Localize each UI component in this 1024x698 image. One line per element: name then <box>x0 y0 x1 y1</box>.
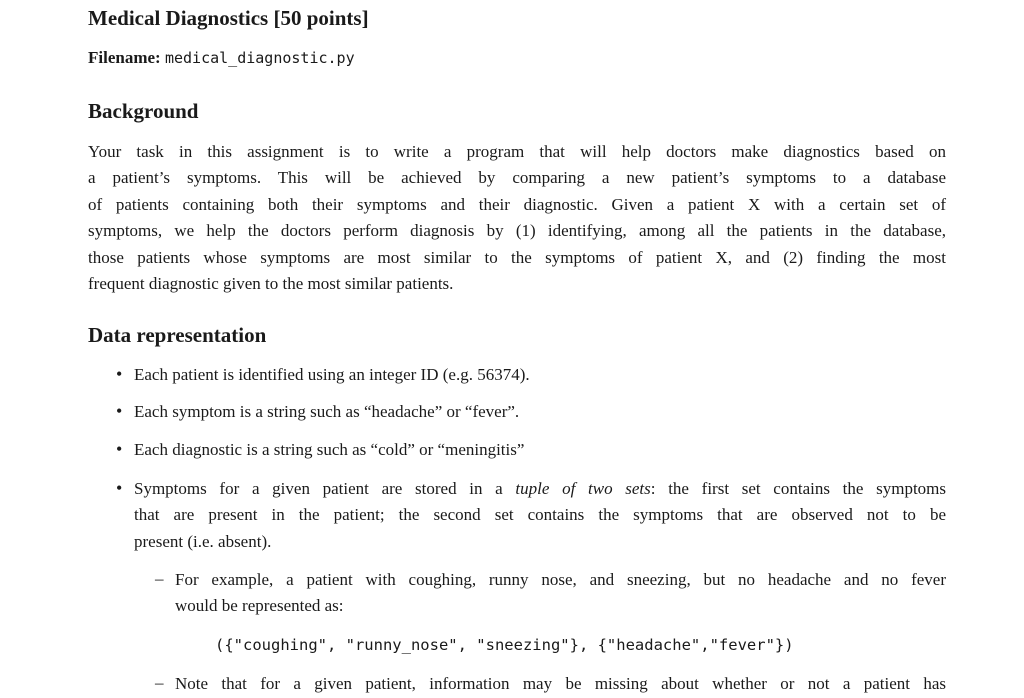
bullet-icon: • <box>116 401 123 421</box>
bullet-line: present (i.e. absent). <box>134 531 272 551</box>
bullet-line: that are present in the patient; the second set contains the symptoms that are observed not to be <box>134 505 946 525</box>
sub-item-line: For example, a patient with coughing, runny nose, and sneezing, but no headache and no fever <box>175 570 946 589</box>
background-paragraph <box>88 139 946 297</box>
paragraph-line: those patients whose symptoms are most similar to the symptoms of patient X, and (2) finding the most <box>88 247 946 267</box>
bullet-item-symptom: Each symptom is a string such as “headache” or “fever”. <box>134 402 520 421</box>
dash-icon: – <box>155 569 164 588</box>
page-title: Medical Diagnostics [50 points] <box>88 6 369 30</box>
bullet-icon: • <box>116 439 123 459</box>
filename-label: Filename: <box>88 48 161 67</box>
dash-icon: – <box>155 673 164 692</box>
bullet-item-symptom-storage <box>134 476 946 555</box>
bullet-icon: • <box>116 478 123 498</box>
bullet-item-diagnostic: Each diagnostic is a string such as “cold” or “meningitis” <box>134 440 525 459</box>
paragraph-line: Your task in this assignment is to write a program that will help doctors make diagnostics based on <box>88 142 946 161</box>
bullet-icon: • <box>116 364 123 384</box>
bullet-text: Symptoms for a given patient are stored in a <box>134 479 516 498</box>
bullet-line <box>134 476 946 502</box>
paragraph-line: frequent diagnostic given to the most similar patients. <box>88 274 454 294</box>
filename-line <box>88 48 355 68</box>
paragraph-line: a patient’s symptoms. This will be achieved by comparing a new patient’s symptoms to a database <box>88 168 946 188</box>
bullet-text: : the first set contains the symptoms <box>650 479 947 498</box>
code-example: ({"coughing", "runny_nose", "sneezing"}, {"headache","fever"}) <box>215 636 794 654</box>
sub-item-example <box>175 567 946 620</box>
emphasis-text: tuple of two sets <box>515 479 651 498</box>
paragraph-line: of patients containing both their symptoms and their diagnostic. Given a patient X with a certain set of <box>88 194 946 214</box>
sub-item-line: would be represented as: <box>175 596 344 616</box>
filename-value: medical_diagnostic.py <box>164 49 355 67</box>
paragraph-line: symptoms, we help the doctors perform diagnosis by (1) identifying, among all the patients in the database, <box>88 221 946 241</box>
bullet-item-patient-id: Each patient is identified using an integer ID (e.g. 56374). <box>134 365 530 384</box>
sub-item-note <box>175 671 946 697</box>
sub-item-line: Note that for a given patient, information may be missing about whether or not a patient has <box>175 674 946 693</box>
background-heading: Background <box>88 99 199 123</box>
data-representation-heading: Data representation <box>88 323 267 347</box>
